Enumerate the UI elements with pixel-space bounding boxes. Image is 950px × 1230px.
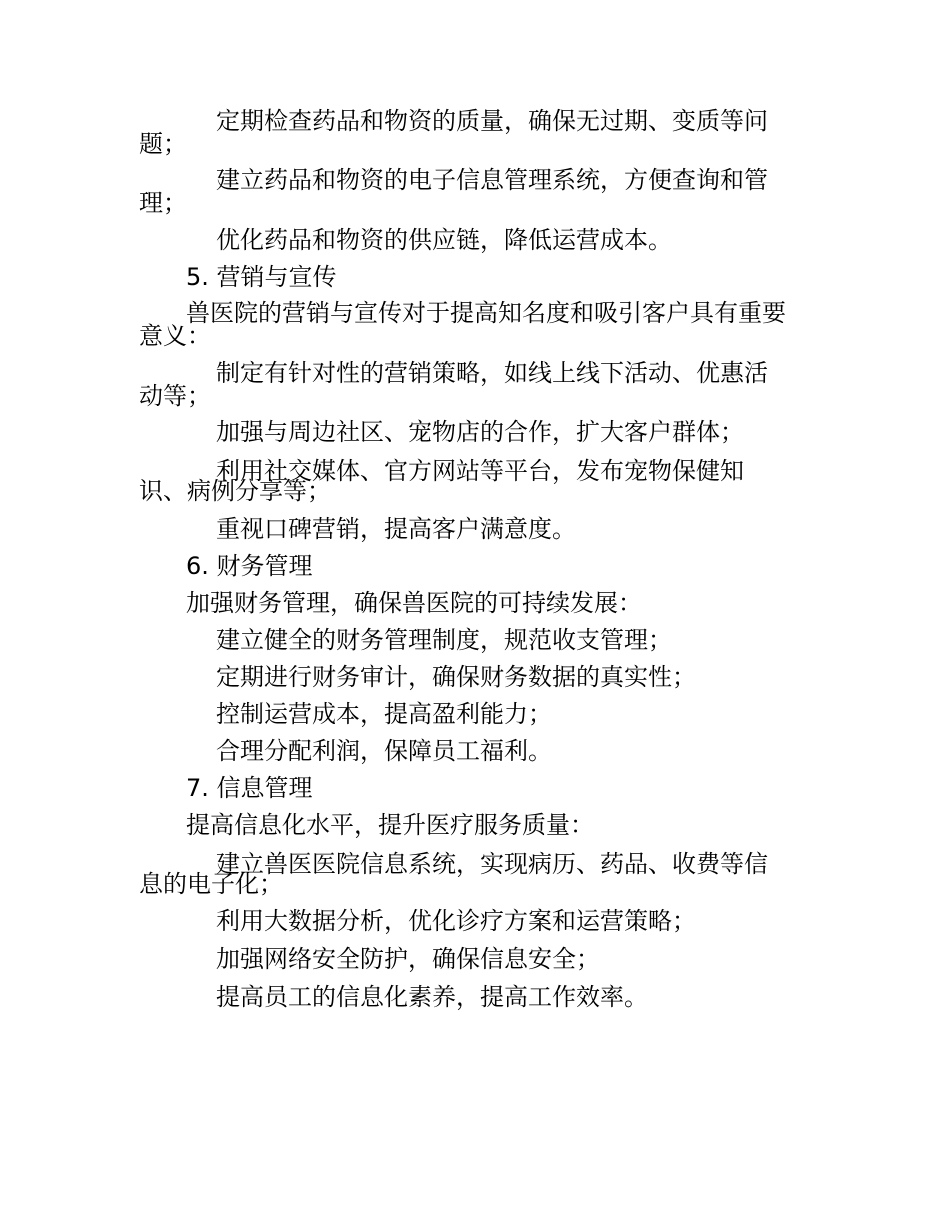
text-line: 动等； [139, 382, 211, 410]
text-line: 合理分配利润，保障员工福利。 [216, 737, 552, 765]
text-line: 建立健全的财务管理制度，规范收支管理； [216, 626, 672, 654]
text-line: 制定有针对性的营销策略，如线上线下活动、优惠活 [216, 359, 768, 387]
text-line: 提高信息化水平，提升医疗服务质量： [186, 811, 594, 839]
text-line: 意义： [139, 322, 211, 350]
section-heading: 7. 信息管理 [186, 774, 313, 802]
text-line: 重视口碑营销，提高客户满意度。 [216, 515, 576, 543]
text-line: 定期检查药品和物资的质量，确保无过期、变质等问 [216, 107, 768, 135]
section-heading: 5. 营销与宣传 [186, 263, 337, 291]
text-line: 兽医院的营销与宣传对于提高知名度和吸引客户具有重要 [186, 299, 786, 327]
section-heading: 6. 财务管理 [186, 552, 313, 580]
text-line: 建立兽医医院信息系统，实现病历、药品、收费等信 [216, 850, 768, 878]
text-line: 建立药品和物资的电子信息管理系统，方便查询和管 [216, 166, 768, 194]
text-line: 理； [139, 189, 187, 217]
text-line: 利用社交媒体、官方网站等平台，发布宠物保健知 [216, 457, 744, 485]
text-line: 加强与周边社区、宠物店的合作，扩大客户群体； [216, 418, 744, 446]
text-line: 题； [139, 130, 187, 158]
text-line: 加强财务管理，确保兽医院的可持续发展： [186, 589, 642, 617]
text-line: 控制运营成本，提高盈利能力； [216, 700, 552, 728]
text-line: 加强网络安全防护，确保信息安全； [216, 945, 600, 973]
text-line: 优化药品和物资的供应链，降低运营成本。 [216, 226, 672, 254]
text-line: 识、病例分享等； [139, 477, 331, 505]
text-line: 提高员工的信息化素养，提高工作效率。 [216, 983, 648, 1011]
text-line: 利用大数据分析，优化诊疗方案和运营策略； [216, 907, 696, 935]
text-line: 息的电子化； [139, 870, 283, 898]
text-line: 定期进行财务审计，确保财务数据的真实性； [216, 663, 696, 691]
